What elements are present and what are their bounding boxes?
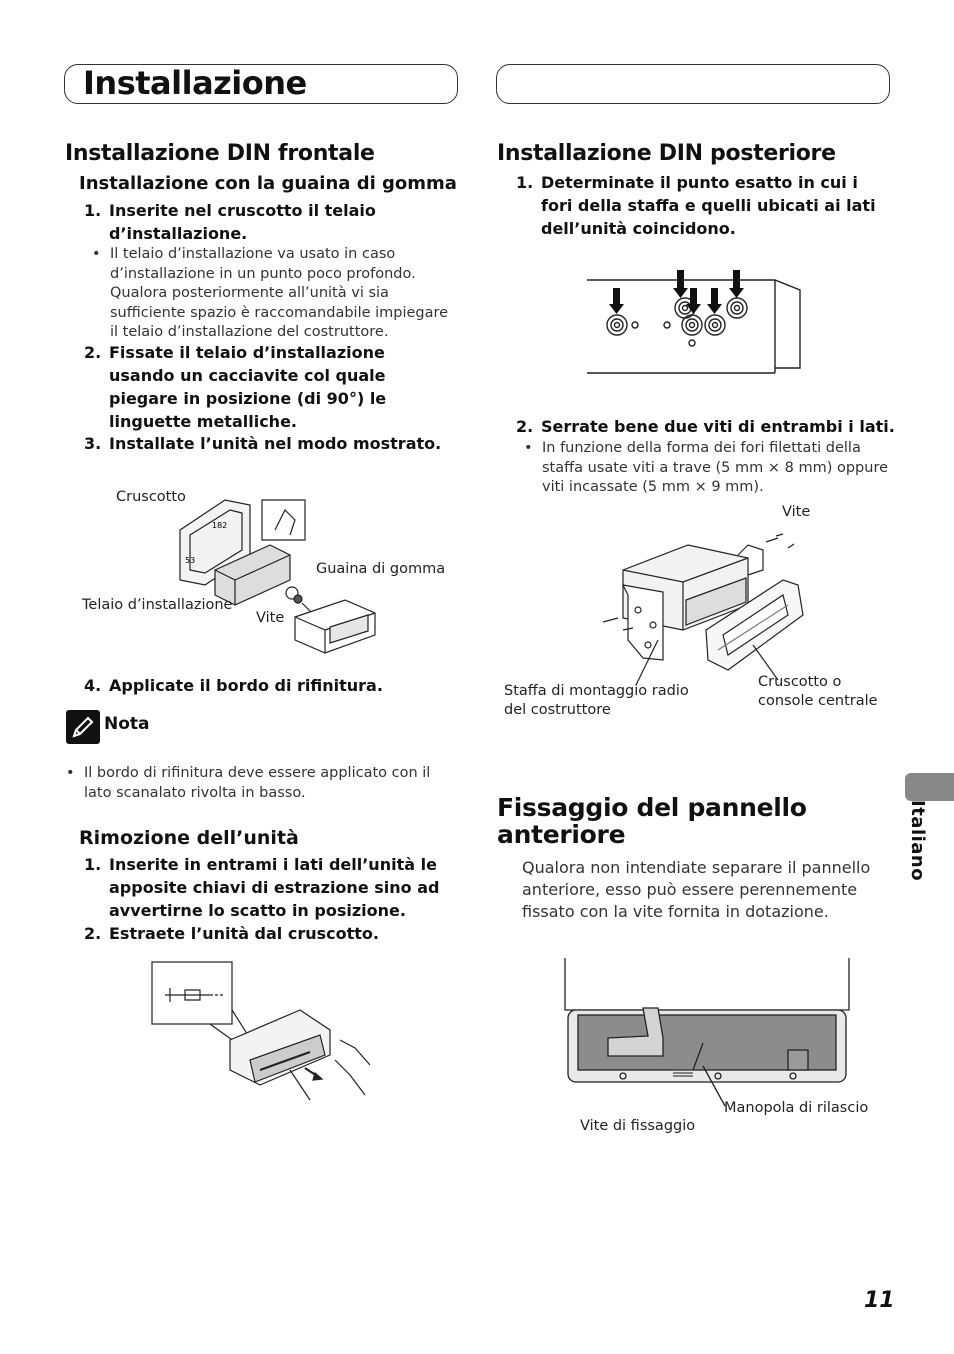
- step-line: Applicate il bordo di rifinitura.: [109, 676, 383, 695]
- label-cruscotto-console: [758, 673, 878, 711]
- page-title: Installazione: [83, 64, 307, 102]
- section-title-front-din: Installazione DIN frontale: [65, 141, 375, 166]
- step-line: d’installazione.: [109, 224, 248, 243]
- section-title-rear-din: Installazione DIN posteriore: [497, 141, 836, 166]
- step-line: linguette metalliche.: [109, 412, 297, 431]
- bullet-line: sufficiente spazio è raccomandabile impiegare: [110, 304, 449, 321]
- bullet-line: staffa usate viti a trave (5 mm × 8 mm) oppure: [542, 459, 889, 476]
- label-cruscotto: Cruscotto: [116, 489, 186, 505]
- body-line: Qualora non intendiate separare il pannello: [522, 858, 871, 877]
- label-vite-fissaggio: Vite di fissaggio: [580, 1118, 696, 1134]
- step-line: piegare in posizione (di 90°) le: [109, 389, 387, 408]
- step-number: 2.: [516, 417, 534, 436]
- label-vite-right: Vite: [782, 504, 811, 520]
- bullet-line: Qualora posteriormente all’unità vi sia: [110, 285, 389, 301]
- front-panel-figure: [563, 958, 853, 1088]
- fix-title: [497, 794, 807, 848]
- step-number: 3.: [84, 434, 102, 453]
- bullet-line: d’installazione in un punto poco profondo.: [110, 265, 416, 282]
- label-line: del costruttore: [504, 702, 611, 718]
- page-number: 11: [864, 1288, 895, 1313]
- step-line: Inserite in entrami i lati dell’unità le: [109, 855, 437, 874]
- body-line: anteriore, esso può essere perennemente: [522, 880, 858, 899]
- step-number: 1.: [84, 855, 102, 874]
- language-tab: [905, 773, 954, 801]
- body-line: fissato con la vite fornita in dotazione.: [522, 902, 829, 921]
- label-line: Cruscotto o: [758, 674, 842, 690]
- step-line: Determinate il punto esatto in cui i: [541, 173, 858, 192]
- title-line: Fissaggio del pannello: [497, 793, 807, 822]
- fix-body: [522, 857, 882, 923]
- step-number: 2.: [84, 343, 102, 362]
- bullet-line: viti incassate (5 mm × 9 mm).: [542, 479, 764, 495]
- label-line: console centrale: [758, 693, 878, 709]
- header-right-frame: [496, 64, 890, 104]
- note-label: Nota: [104, 714, 150, 734]
- note-pencil-icon: [66, 710, 100, 744]
- bullet-line: Il telaio d’installazione va usato in caso: [110, 246, 396, 262]
- step-line: usando un cacciavite col quale: [109, 366, 386, 385]
- removal-title: Rimozione dell’unità: [79, 827, 299, 849]
- label-manopola: Manopola di rilascio: [724, 1100, 869, 1116]
- bullet-dot: •: [92, 246, 101, 262]
- figure-mark-53: 53: [185, 556, 196, 565]
- step-number: 1.: [84, 201, 102, 220]
- bracket-figure: [598, 530, 808, 690]
- bullet-dot: •: [524, 440, 533, 456]
- label-line: Staffa di montaggio radio: [504, 683, 689, 699]
- step-line: Serrate bene due viti di entrambi i lati.: [541, 417, 895, 436]
- front-install-figure: [170, 495, 380, 665]
- bullet-dot: •: [66, 765, 75, 781]
- bullet-line: In funzione della forma dei fori filettati della: [542, 440, 861, 456]
- holes-alignment-figure: [585, 268, 805, 378]
- step-line: fori della staffa e quelli ubicati ai lati: [541, 196, 876, 215]
- hole-icon: [607, 315, 627, 335]
- step-number: 2.: [84, 924, 102, 943]
- step-line: Fissate il telaio d’installazione: [109, 343, 385, 362]
- step-line: apposite chiavi di estrazione sino ad: [109, 878, 440, 897]
- label-vite: Vite: [256, 610, 285, 626]
- subsection-title-rubber: Installazione con la guaina di gomma: [79, 173, 457, 194]
- step-number: 4.: [84, 676, 102, 695]
- step-line: Estraete l’unità dal cruscotto.: [109, 924, 379, 943]
- bullet-line: il telaio d’installazione del costruttore.: [110, 324, 389, 340]
- removal-figure: [150, 960, 380, 1110]
- step-line: Inserite nel cruscotto il telaio: [109, 201, 376, 220]
- step-line: avvertirne lo scatto in posizione.: [109, 901, 406, 920]
- title-line: anteriore: [497, 820, 626, 849]
- bullet-line: Il bordo di rifinitura deve essere applicato con il: [84, 765, 431, 781]
- step-number: 1.: [516, 173, 534, 192]
- step-line: dell’unità coincidono.: [541, 219, 736, 238]
- label-staffa: [504, 682, 689, 720]
- step-line: Installate l’unità nel modo mostrato.: [109, 434, 442, 453]
- bullet-line: lato scanalato rivolta in basso.: [84, 784, 306, 801]
- figure-mark-182: 182: [212, 521, 228, 530]
- label-guaina: Guaina di gomma: [316, 561, 446, 577]
- label-telaio: Telaio d’installazione: [82, 597, 233, 613]
- language-label: Italiano: [907, 800, 928, 882]
